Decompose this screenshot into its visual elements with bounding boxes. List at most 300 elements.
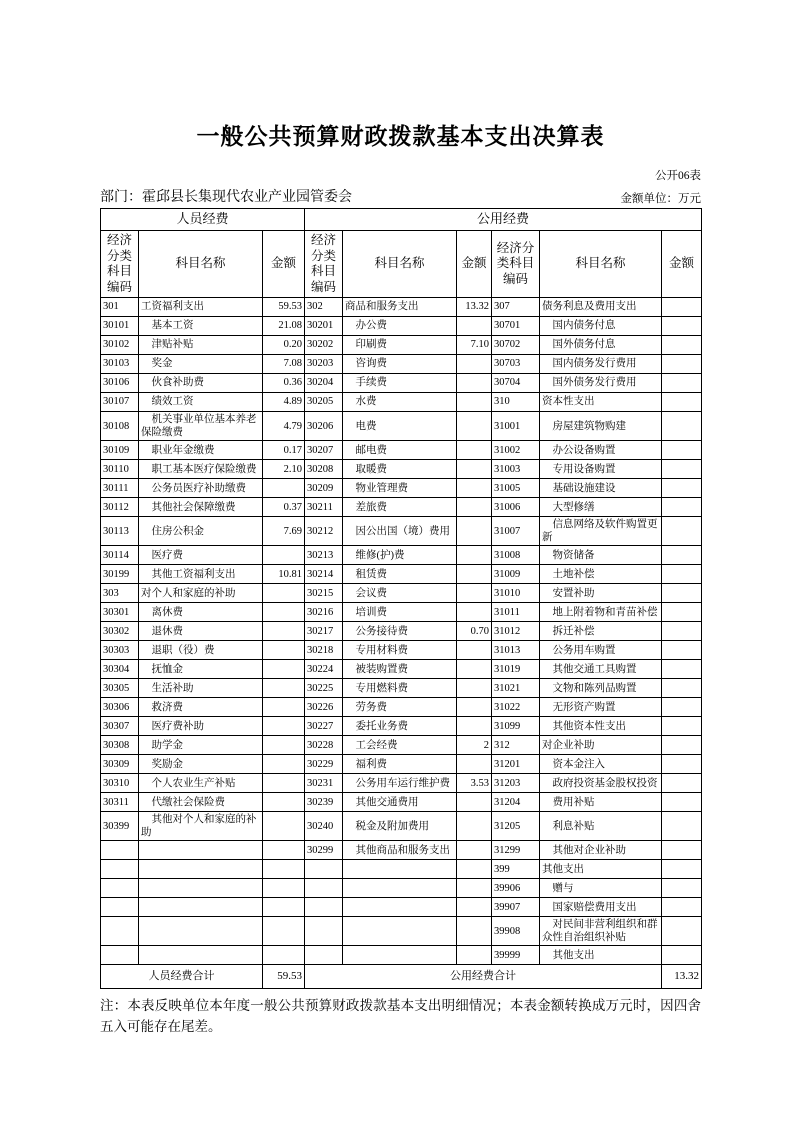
name-cell: 水费 (343, 393, 457, 412)
code-cell: 30203 (305, 355, 343, 374)
amount-cell: 21.08 (263, 317, 305, 336)
code-cell: 30101 (101, 317, 139, 336)
code-cell: 30113 (101, 517, 139, 546)
name-cell: 退休费 (139, 622, 263, 641)
code-cell: 30304 (101, 660, 139, 679)
name-cell: 其他商品和服务支出 (343, 841, 457, 860)
code-cell: 30311 (101, 793, 139, 812)
amount-cell (662, 460, 702, 479)
code-cell (101, 841, 139, 860)
code-cell (101, 917, 139, 946)
code-cell (101, 946, 139, 965)
amount-cell (662, 374, 702, 393)
table-row (101, 317, 702, 336)
col-header-amount-1: 金额 (263, 231, 305, 298)
name-cell (139, 946, 263, 965)
code-cell: 31001 (492, 412, 540, 441)
amount-cell (263, 584, 305, 603)
amount-cell (457, 879, 492, 898)
name-cell: 地上附着物和青苗补偿 (540, 603, 662, 622)
name-cell: 会议费 (343, 584, 457, 603)
amount-cell (263, 898, 305, 917)
amount-cell: 4.89 (263, 393, 305, 412)
amount-cell (662, 898, 702, 917)
code-cell: 30103 (101, 355, 139, 374)
name-cell: 个人农业生产补贴 (139, 774, 263, 793)
amount-cell (263, 841, 305, 860)
code-cell: 30218 (305, 641, 343, 660)
amount-cell (662, 736, 702, 755)
amount-cell: 59.53 (263, 298, 305, 317)
name-cell: 公务接待费 (343, 622, 457, 641)
amount-cell (662, 793, 702, 812)
code-cell: 31010 (492, 584, 540, 603)
code-cell: 30102 (101, 336, 139, 355)
code-cell: 31003 (492, 460, 540, 479)
name-cell (139, 898, 263, 917)
amount-cell (662, 298, 702, 317)
name-cell: 费用补贴 (540, 793, 662, 812)
code-cell: 312 (492, 736, 540, 755)
name-cell: 工会经费 (343, 736, 457, 755)
table-row (101, 917, 702, 946)
name-cell: 公务用车运行维护费 (343, 774, 457, 793)
table-row (101, 736, 702, 755)
meta-row (100, 186, 701, 206)
code-cell: 31205 (492, 812, 540, 841)
name-cell: 信息网络及软件购置更新 (540, 517, 662, 546)
public-total-value: 13.32 (662, 965, 702, 989)
name-cell: 国外债务付息 (540, 336, 662, 355)
amount-cell (263, 698, 305, 717)
group-header-personnel: 人员经费 (101, 209, 305, 231)
code-cell: 30114 (101, 546, 139, 565)
amount-cell (457, 641, 492, 660)
amount-cell (662, 603, 702, 622)
name-cell: 代缴社会保险费 (139, 793, 263, 812)
name-cell: 国内债务付息 (540, 317, 662, 336)
name-cell: 国外债务发行费用 (540, 374, 662, 393)
code-cell: 30305 (101, 679, 139, 698)
name-cell: 基础设施建设 (540, 479, 662, 498)
amount-cell (263, 660, 305, 679)
name-cell: 邮电费 (343, 441, 457, 460)
code-cell: 30228 (305, 736, 343, 755)
code-cell: 399 (492, 860, 540, 879)
amount-cell (662, 393, 702, 412)
amount-cell (263, 736, 305, 755)
name-cell: 维修(护)费 (343, 546, 457, 565)
code-cell: 30306 (101, 698, 139, 717)
table-row (101, 812, 702, 841)
amount-cell (662, 641, 702, 660)
code-cell: 30231 (305, 774, 343, 793)
code-cell: 30702 (492, 336, 540, 355)
budget-table (100, 208, 702, 989)
code-cell: 39907 (492, 898, 540, 917)
name-cell: 救济费 (139, 698, 263, 717)
amount-cell: 3.53 (457, 774, 492, 793)
group-header-public: 公用经费 (305, 209, 702, 231)
code-cell: 30204 (305, 374, 343, 393)
group-header-row (101, 209, 702, 231)
name-cell: 商品和服务支出 (343, 298, 457, 317)
amount-cell (662, 546, 702, 565)
name-cell: 委托业务费 (343, 717, 457, 736)
name-cell (343, 860, 457, 879)
table-row (101, 793, 702, 812)
name-cell: 对企业补助 (540, 736, 662, 755)
name-cell: 无形资产购置 (540, 698, 662, 717)
amount-cell (662, 498, 702, 517)
code-cell: 31006 (492, 498, 540, 517)
amount-cell (263, 546, 305, 565)
name-cell: 专用燃料费 (343, 679, 457, 698)
amount-cell: 10.81 (263, 565, 305, 584)
col-header-code-3: 经济分类科目编码 (492, 231, 540, 298)
code-cell: 30212 (305, 517, 343, 546)
code-cell: 30225 (305, 679, 343, 698)
table-row (101, 755, 702, 774)
amount-cell (662, 841, 702, 860)
name-cell: 其他支出 (540, 860, 662, 879)
code-cell (305, 860, 343, 879)
name-cell: 公务用车购置 (540, 641, 662, 660)
amount-cell (457, 917, 492, 946)
name-cell: 奖励金 (139, 755, 263, 774)
amount-cell (662, 917, 702, 946)
col-header-amount-3: 金额 (662, 231, 702, 298)
name-cell (343, 898, 457, 917)
code-cell: 39999 (492, 946, 540, 965)
code-cell (305, 917, 343, 946)
code-cell (101, 879, 139, 898)
amount-cell (457, 793, 492, 812)
amount-cell: 0.17 (263, 441, 305, 460)
amount-cell (662, 441, 702, 460)
name-cell: 资本性支出 (540, 393, 662, 412)
table-row (101, 498, 702, 517)
amount-cell (457, 498, 492, 517)
code-cell: 30201 (305, 317, 343, 336)
amount-cell (662, 584, 702, 603)
table-row (101, 841, 702, 860)
amount-cell: 2.10 (263, 460, 305, 479)
code-cell: 30302 (101, 622, 139, 641)
code-cell: 30214 (305, 565, 343, 584)
code-cell: 30303 (101, 641, 139, 660)
name-cell: 资本金注入 (540, 755, 662, 774)
amount-cell (662, 336, 702, 355)
amount-cell (457, 393, 492, 412)
name-cell: 其他社会保障缴费 (139, 498, 263, 517)
table-row (101, 622, 702, 641)
code-cell: 30309 (101, 755, 139, 774)
name-cell: 住房公积金 (139, 517, 263, 546)
amount-cell (457, 460, 492, 479)
name-cell: 机关事业单位基本养老保险缴费 (139, 412, 263, 441)
amount-cell (662, 479, 702, 498)
code-cell: 30227 (305, 717, 343, 736)
code-cell: 30109 (101, 441, 139, 460)
amount-cell (263, 603, 305, 622)
name-cell: 租赁费 (343, 565, 457, 584)
code-cell: 31019 (492, 660, 540, 679)
code-cell: 310 (492, 393, 540, 412)
table-row (101, 898, 702, 917)
table-row (101, 698, 702, 717)
document-page (100, 0, 701, 1038)
amount-cell (263, 774, 305, 793)
name-cell: 房屋建筑物购建 (540, 412, 662, 441)
public-total-label: 公用经费合计 (305, 965, 662, 989)
name-cell: 其他交通费用 (343, 793, 457, 812)
code-cell: 30215 (305, 584, 343, 603)
amount-cell (457, 679, 492, 698)
amount-cell (263, 755, 305, 774)
table-row (101, 298, 702, 317)
code-cell: 30307 (101, 717, 139, 736)
personnel-total-value: 59.53 (263, 965, 305, 989)
table-row (101, 517, 702, 546)
amount-cell (457, 584, 492, 603)
code-cell: 30110 (101, 460, 139, 479)
col-header-name-2: 科目名称 (343, 231, 457, 298)
code-cell: 303 (101, 584, 139, 603)
summary-row (101, 965, 702, 989)
name-cell: 其他支出 (540, 946, 662, 965)
amount-cell (457, 755, 492, 774)
amount-cell (263, 793, 305, 812)
code-cell: 31099 (492, 717, 540, 736)
code-cell: 31012 (492, 622, 540, 641)
amount-cell (457, 698, 492, 717)
code-cell: 31203 (492, 774, 540, 793)
code-cell: 30399 (101, 812, 139, 841)
page-title: 一般公共预算财政拨款基本支出决算表 (196, 123, 605, 149)
table-row (101, 860, 702, 879)
code-cell: 30199 (101, 565, 139, 584)
code-cell: 30239 (305, 793, 343, 812)
code-cell: 30216 (305, 603, 343, 622)
name-cell: 被装购置费 (343, 660, 457, 679)
code-cell: 31013 (492, 641, 540, 660)
code-cell: 31011 (492, 603, 540, 622)
code-cell: 31201 (492, 755, 540, 774)
name-cell: 津贴补贴 (139, 336, 263, 355)
amount-cell (662, 860, 702, 879)
name-cell (343, 879, 457, 898)
form-number: 公开06表 (655, 170, 701, 182)
amount-cell (662, 622, 702, 641)
amount-cell (263, 917, 305, 946)
amount-cell (457, 374, 492, 393)
amount-cell (662, 355, 702, 374)
amount-cell (457, 412, 492, 441)
name-cell: 物资储备 (540, 546, 662, 565)
code-cell: 31022 (492, 698, 540, 717)
code-cell: 30704 (492, 374, 540, 393)
name-cell: 办公设备购置 (540, 441, 662, 460)
table-row (101, 441, 702, 460)
amount-cell: 0.70 (457, 622, 492, 641)
amount-cell (662, 679, 702, 698)
amount-unit-label: 金额单位：万元 (620, 193, 701, 205)
table-row (101, 565, 702, 584)
code-cell (305, 898, 343, 917)
department-label: 部门：霍邱县长集现代农业产业园管委会 (100, 190, 352, 205)
amount-cell (662, 698, 702, 717)
code-cell: 30202 (305, 336, 343, 355)
amount-cell (662, 717, 702, 736)
name-cell: 大型修缮 (540, 498, 662, 517)
name-cell: 土地补偿 (540, 565, 662, 584)
code-cell: 307 (492, 298, 540, 317)
name-cell: 基本工资 (139, 317, 263, 336)
code-cell: 302 (305, 298, 343, 317)
name-cell: 生活补助 (139, 679, 263, 698)
amount-cell: 0.20 (263, 336, 305, 355)
code-cell: 39906 (492, 879, 540, 898)
amount-cell (662, 946, 702, 965)
personnel-total-label: 人员经费合计 (101, 965, 263, 989)
table-row (101, 479, 702, 498)
code-cell: 31005 (492, 479, 540, 498)
column-header-row (101, 231, 702, 298)
name-cell: 债务利息及费用支出 (540, 298, 662, 317)
code-cell: 30107 (101, 393, 139, 412)
name-cell: 医疗费补助 (139, 717, 263, 736)
amount-cell (457, 441, 492, 460)
amount-cell (662, 565, 702, 584)
amount-cell (263, 479, 305, 498)
amount-cell (457, 660, 492, 679)
name-cell (139, 879, 263, 898)
code-cell: 301 (101, 298, 139, 317)
code-cell: 30206 (305, 412, 343, 441)
code-cell: 30240 (305, 812, 343, 841)
name-cell: 医疗费 (139, 546, 263, 565)
table-row (101, 603, 702, 622)
name-cell: 工资福利支出 (139, 298, 263, 317)
amount-cell (457, 812, 492, 841)
name-cell: 取暖费 (343, 460, 457, 479)
table-row (101, 946, 702, 965)
amount-cell (457, 355, 492, 374)
name-cell: 对个人和家庭的补助 (139, 584, 263, 603)
amount-cell (457, 565, 492, 584)
amount-cell (457, 603, 492, 622)
code-cell (305, 946, 343, 965)
code-cell: 30209 (305, 479, 343, 498)
code-cell: 30301 (101, 603, 139, 622)
amount-cell: 7.10 (457, 336, 492, 355)
amount-cell (662, 879, 702, 898)
amount-cell (457, 841, 492, 860)
amount-cell (263, 946, 305, 965)
name-cell: 福利费 (343, 755, 457, 774)
name-cell: 赠与 (540, 879, 662, 898)
amount-cell (662, 812, 702, 841)
code-cell: 30703 (492, 355, 540, 374)
name-cell: 国内债务发行费用 (540, 355, 662, 374)
amount-cell: 13.32 (457, 298, 492, 317)
col-header-code-2: 经济分类科目编码 (305, 231, 343, 298)
code-cell: 30211 (305, 498, 343, 517)
name-cell: 因公出国（境）费用 (343, 517, 457, 546)
amount-cell (263, 812, 305, 841)
code-cell: 30108 (101, 412, 139, 441)
amount-cell (263, 860, 305, 879)
amount-cell (662, 317, 702, 336)
amount-cell (457, 946, 492, 965)
name-cell (139, 841, 263, 860)
amount-cell (457, 517, 492, 546)
amount-cell (263, 679, 305, 698)
name-cell: 其他对企业补助 (540, 841, 662, 860)
name-cell (139, 860, 263, 879)
col-header-name-1: 科目名称 (139, 231, 263, 298)
name-cell: 税金及附加费用 (343, 812, 457, 841)
code-cell: 31008 (492, 546, 540, 565)
name-cell: 安置补助 (540, 584, 662, 603)
code-cell (101, 898, 139, 917)
table-row (101, 641, 702, 660)
amount-cell: 0.37 (263, 498, 305, 517)
code-cell (305, 879, 343, 898)
col-header-amount-2: 金额 (457, 231, 492, 298)
table-row (101, 717, 702, 736)
table-row (101, 374, 702, 393)
code-cell: 31009 (492, 565, 540, 584)
name-cell: 抚恤金 (139, 660, 263, 679)
footnote: 注：本表反映单位本年度一般公共预算财政拨款基本支出明细情况；本表金额转换成万元时，因四舍五入可能存在尾差。 (100, 998, 701, 1035)
table-row (101, 774, 702, 793)
amount-cell (457, 317, 492, 336)
name-cell: 咨询费 (343, 355, 457, 374)
code-cell: 30701 (492, 317, 540, 336)
amount-cell (662, 517, 702, 546)
name-cell: 职业年金缴费 (139, 441, 263, 460)
name-cell: 拆迁补偿 (540, 622, 662, 641)
table-row (101, 679, 702, 698)
code-cell: 30217 (305, 622, 343, 641)
name-cell: 其他对个人和家庭的补助 (139, 812, 263, 841)
amount-cell: 0.36 (263, 374, 305, 393)
amount-cell (457, 898, 492, 917)
code-cell: 30106 (101, 374, 139, 393)
name-cell (343, 946, 457, 965)
code-cell: 30308 (101, 736, 139, 755)
name-cell: 对民间非营利组织和群众性自治组织补贴 (540, 917, 662, 946)
name-cell: 电费 (343, 412, 457, 441)
amount-cell (457, 546, 492, 565)
name-cell: 公务员医疗补助缴费 (139, 479, 263, 498)
table-row (101, 336, 702, 355)
code-cell: 39908 (492, 917, 540, 946)
code-cell: 31007 (492, 517, 540, 546)
amount-cell (457, 717, 492, 736)
amount-cell (457, 860, 492, 879)
name-cell: 印刷费 (343, 336, 457, 355)
code-cell: 30208 (305, 460, 343, 479)
code-cell: 31021 (492, 679, 540, 698)
table-row (101, 412, 702, 441)
name-cell: 专用设备购置 (540, 460, 662, 479)
amount-cell (263, 879, 305, 898)
amount-cell (662, 774, 702, 793)
name-cell: 退职（役）费 (139, 641, 263, 660)
